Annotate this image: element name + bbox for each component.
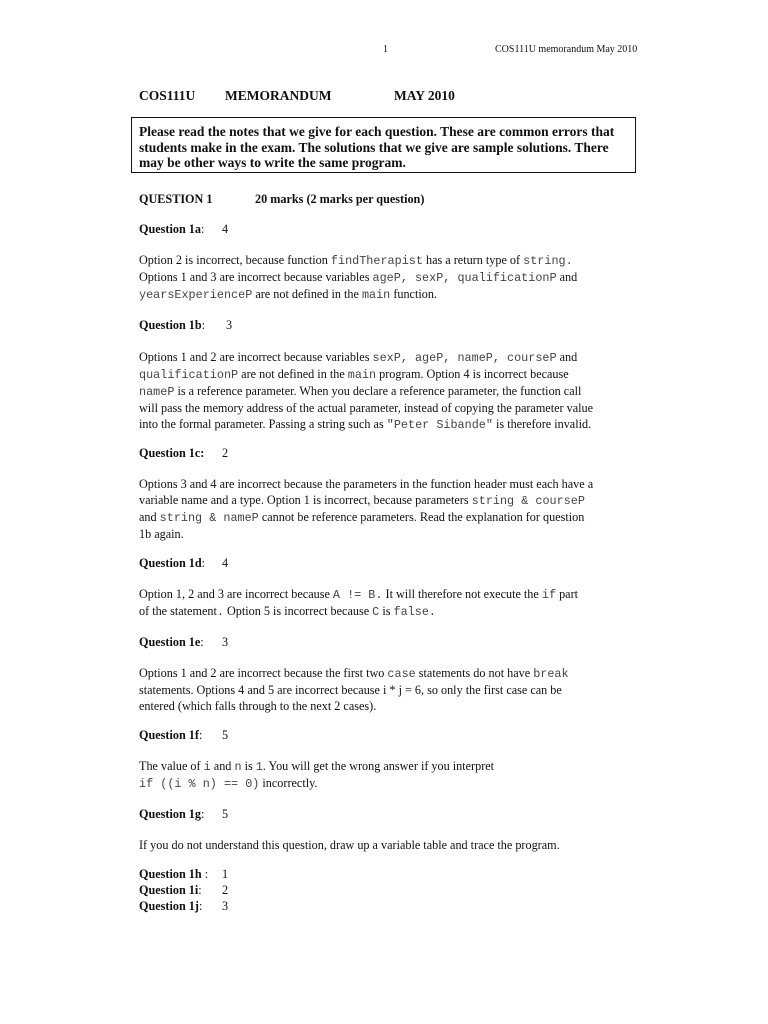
question-1a-explanation: Option 2 is incorrect, because function findTherapist has a return type of string. Options 1 and 3 are incorrect because variables ageP, sexP, qualificationP and yearsExperienceP are not defined in the main function. [139,253,578,302]
question-1b-answer: 3 [226,318,233,332]
question-1c-answer: 2 [222,446,229,460]
question-1b-heading: Question 1b: [139,318,206,332]
question-1c-heading: Question 1c: [139,446,205,460]
question-1g-answer: 5 [222,807,229,821]
question-1a-answer: 4 [222,222,229,236]
question-1f-answer: 5 [222,728,229,742]
question-1e-answer: 3 [222,635,229,649]
question-1c-explanation: Options 3 and 4 are incorrect because the parameters in the function header must each have a variable name and a type. Option 1 is incorrect, because parameters string & courseP and string & nameP cannot be reference parameters. Read the explanation for question 1b again. [139,477,594,541]
question-1g-explanation: If you do not understand this question, draw up a variable table and trace the program. [139,838,560,852]
question-1i-heading: Question 1i: [139,883,202,897]
question-1a-heading: Question 1a: [139,222,205,236]
question-1b-explanation: Options 1 and 2 are incorrect because variables sexP, ageP, nameP, courseP and qualificationP are not defined in the main program. Option 4 is incorrect because nameP is a reference parameter. When you declare a reference parameter, the function call will pass the memory address of the actual parameter, instead of copying the parameter value into the formal parameter. Passing a string such as "Peter Sibande" is therefore invalid. [139,350,594,432]
question-1-label: QUESTION 1 [139,192,213,206]
question-1i-answer: 2 [222,883,229,897]
page-number: 1 [383,44,388,55]
question-1e-heading: Question 1e: [139,635,204,649]
question-1f-heading: Question 1f: [139,728,203,742]
running-header: COS111U memorandum May 2010 [495,44,638,55]
question-1-marks: 20 marks (2 marks per question) [255,192,425,206]
question-1e-explanation: Options 1 and 2 are incorrect because the first two case statements do not have break statements. Options 4 and 5 are incorrect because i * j = 6, so only the first case can be entered (which falls through to the next 2 cases). [139,666,569,713]
notice-box: Please read the notes that we give for each question. These are common errors that students make in the exam. The solutions that we give are sample solutions. There may be other ways to write the same program. [131,117,636,173]
course-code: COS111U [139,88,196,103]
question-1d-answer: 4 [222,556,229,570]
document-type: MEMORANDUM [225,88,332,103]
question-1g-heading: Question 1g: [139,807,205,821]
question-1h-answer: 1 [222,867,229,881]
question-1d-heading: Question 1d: [139,556,206,570]
question-1d-explanation: Option 1, 2 and 3 are incorrect because A != B. It will therefore not execute the if part of the statement. Option 5 is incorrect because C is false. [139,587,579,619]
question-1h-heading: Question 1h : [139,867,209,881]
exam-date: MAY 2010 [394,88,455,103]
question-1j-heading: Question 1j: [139,899,203,913]
question-1j-answer: 3 [222,899,229,913]
question-1f-explanation: The value of i and n is 1. You will get the wrong answer if you interpret if ((i % n) == 0) incorrectly. [139,759,495,791]
